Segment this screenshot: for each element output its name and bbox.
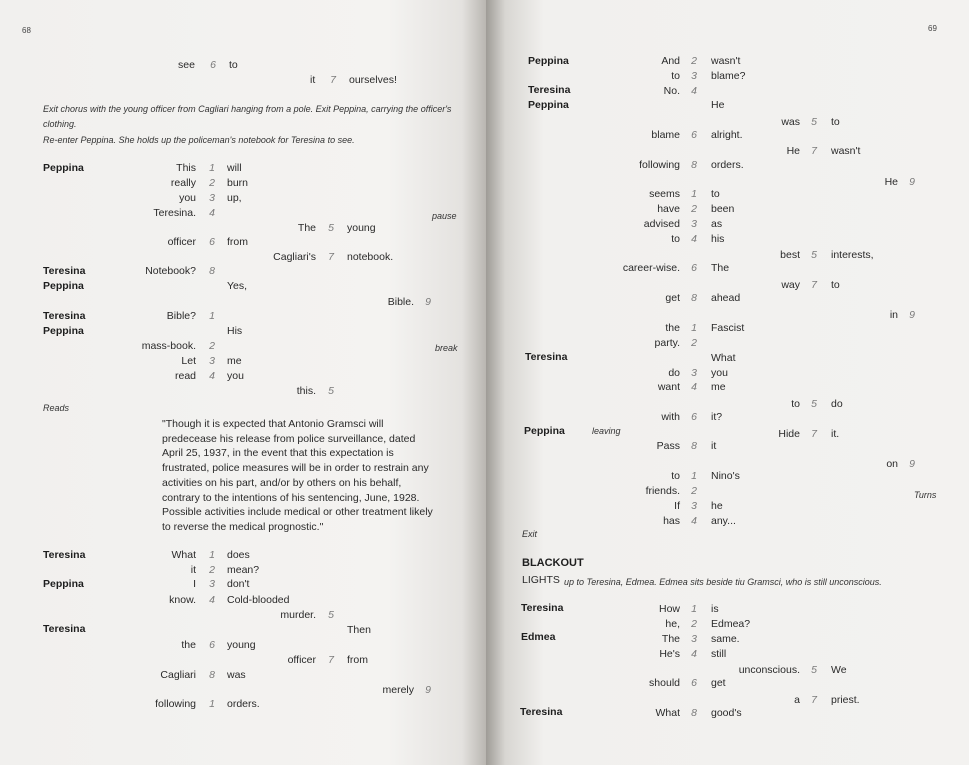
word: want [657, 381, 680, 393]
lights-cue: LIGHTS [522, 574, 560, 586]
word: should [649, 677, 680, 689]
line-number: 4 [691, 648, 697, 660]
word: does [227, 549, 250, 561]
line-number: 8 [691, 440, 697, 452]
word: to [711, 188, 720, 200]
word: friends. [645, 485, 680, 497]
word: young [227, 639, 256, 651]
line-number: 1 [691, 188, 697, 200]
word: been [711, 203, 735, 215]
stage-direction: Exit chorus with the young officer from Cagliari hanging from a pole. Exit Peppina, carrying the officer's [43, 104, 452, 114]
word: Bible? [166, 310, 196, 322]
line-number: 1 [209, 310, 215, 322]
line-number: 2 [691, 337, 697, 349]
word: way [781, 279, 800, 291]
word: really [170, 177, 196, 189]
word: don't [227, 578, 250, 590]
word: it? [711, 411, 723, 423]
word: ourselves! [349, 74, 397, 86]
word: murder. [280, 609, 316, 621]
word: And [661, 55, 680, 67]
word: it [711, 440, 717, 452]
word: this. [296, 385, 316, 397]
word: in [889, 309, 898, 321]
line-number: 2 [691, 203, 697, 215]
word: career-wise. [622, 262, 680, 274]
stage-direction: Exit [522, 529, 538, 539]
word: following [639, 159, 680, 171]
line-number: 1 [209, 698, 215, 710]
line-number: 7 [330, 74, 336, 86]
word: to [791, 398, 800, 410]
line-number: 8 [209, 265, 215, 277]
word: from [347, 654, 368, 666]
line-number: 6 [209, 639, 215, 651]
speaker-name: Peppina [528, 99, 569, 111]
line-number: 3 [209, 355, 215, 367]
word: ahead [711, 292, 741, 304]
speaker-name: Peppina [43, 162, 84, 174]
word: seems [649, 188, 680, 200]
word: do [831, 398, 843, 410]
line-number: 2 [691, 55, 697, 67]
line-number: 4 [209, 207, 215, 219]
word: blame [651, 129, 680, 141]
word: Then [347, 624, 371, 636]
line-number: 6 [691, 411, 697, 423]
word: his [711, 233, 725, 245]
word: the [181, 639, 196, 651]
word: If [674, 500, 680, 512]
word: young [347, 222, 376, 234]
word: see [178, 59, 195, 71]
word: still [711, 648, 727, 660]
word: was [227, 669, 246, 681]
line-number: 3 [209, 192, 215, 204]
stage-direction: pause [432, 211, 457, 221]
line-number: 1 [691, 603, 697, 615]
word: wasn't [831, 145, 861, 157]
word: He [711, 99, 725, 111]
word: Hide [778, 428, 800, 440]
word: me [711, 381, 726, 393]
line-number: 9 [425, 296, 431, 308]
line-number: 6 [691, 677, 697, 689]
word: blame? [711, 70, 746, 82]
word: advised [643, 218, 680, 230]
word: following [155, 698, 196, 710]
line-number: 3 [691, 367, 697, 379]
word: to [831, 279, 840, 291]
word: best [780, 249, 800, 261]
word: to [671, 233, 680, 245]
word: I [193, 578, 196, 590]
word: Bible. [387, 296, 414, 308]
speaker-name: Teresina [521, 602, 564, 614]
line-number: 7 [328, 251, 334, 263]
quoted-notebook-text: "Though it is expected that Antonio Gramsci will predecease his release from police surveillance, dated April 25, 1937, in the event that this expectation is frustrated, police measures will be in order to restrain any activities on his part, and/or by others on his behalf, contrary to the intentions of his sentencing, June, 1928. Possible activities include medical or other treatment likely to reverse the medical prognostic." [162, 418, 433, 533]
word: This [176, 162, 196, 174]
word: What [171, 549, 196, 561]
word: His [227, 325, 243, 337]
word: was [781, 116, 800, 128]
line-number: 5 [811, 664, 817, 676]
line-number: 3 [209, 578, 215, 590]
line-number: 5 [811, 398, 817, 410]
line-number: 4 [209, 370, 215, 382]
stage-direction: Reads [43, 403, 70, 413]
speaker-name: Teresina [520, 706, 563, 718]
word: He [884, 176, 898, 188]
word: priest. [831, 694, 860, 706]
word: burn [227, 177, 249, 189]
word: it [190, 564, 196, 576]
word: to [671, 70, 680, 82]
line-number: 3 [691, 500, 697, 512]
word: The [297, 222, 316, 234]
line-number: 4 [691, 381, 697, 393]
word: He [786, 145, 800, 157]
line-number: 9 [425, 684, 431, 696]
line-number: 2 [209, 340, 215, 352]
speaker-name: Peppina [528, 55, 569, 67]
line-number: 4 [691, 85, 697, 97]
word: mass-book. [141, 340, 196, 352]
word: with [661, 411, 680, 423]
line-number: 8 [691, 159, 697, 171]
word: it [310, 74, 316, 86]
stage-direction: up to Teresina, Edmea. Edmea sits beside tiu Gramsci, who is still unconscious. [564, 577, 882, 587]
line-number: 2 [209, 177, 215, 189]
word: has [663, 515, 680, 527]
speaker-name: Peppina [43, 325, 84, 337]
word: know. [169, 594, 196, 606]
line-number: 1 [691, 470, 697, 482]
word: you [179, 192, 196, 204]
word: to [831, 116, 840, 128]
word: have [657, 203, 680, 215]
line-number: 1 [691, 322, 697, 334]
line-number: 6 [210, 59, 216, 71]
line-number: 9 [909, 176, 915, 188]
word: a [794, 694, 800, 706]
speaker-name: Teresina [43, 310, 86, 322]
word: read [174, 370, 196, 382]
word: you [711, 367, 728, 379]
word: he [711, 500, 723, 512]
line-number: 1 [209, 162, 215, 174]
line-number: 4 [209, 594, 215, 606]
word: Yes, [227, 280, 248, 292]
word: Pass [656, 440, 680, 452]
word: officer [287, 654, 316, 666]
word: any... [711, 515, 736, 527]
line-number: 4 [691, 515, 697, 527]
line-number: 3 [691, 70, 697, 82]
line-number: 4 [691, 233, 697, 245]
word: The [711, 262, 730, 274]
line-number: 5 [328, 222, 334, 234]
line-number: 2 [691, 618, 697, 630]
word: He's [659, 648, 680, 660]
word: party. [654, 337, 680, 349]
word: on [886, 458, 898, 470]
word: merely [382, 684, 414, 696]
line-number: 2 [209, 564, 215, 576]
line-number: 7 [811, 428, 817, 440]
word: get [665, 292, 680, 304]
word: same. [711, 633, 740, 645]
word: notebook. [347, 251, 394, 263]
line-number: 7 [328, 654, 334, 666]
word: The [661, 633, 680, 645]
word: up, [227, 192, 242, 204]
speaker-name: Teresina [43, 549, 86, 561]
line-number: 8 [691, 707, 697, 719]
line-number: 6 [691, 129, 697, 141]
word: interests, [831, 249, 874, 261]
word: We [831, 664, 847, 676]
word: to [671, 470, 680, 482]
speaker-name: Teresina [528, 84, 571, 96]
word: What [655, 707, 680, 719]
word: Cagliari's [273, 251, 316, 263]
word: it. [831, 428, 840, 440]
word: Notebook? [145, 265, 196, 277]
word: orders. [711, 159, 744, 171]
stage-direction: break [435, 343, 458, 353]
speaker-name: Peppina [43, 280, 84, 292]
word: Cold-blooded [227, 594, 290, 606]
blackout-heading: BLACKOUT [522, 557, 584, 569]
line-number: 6 [209, 236, 215, 248]
line-number: 5 [328, 385, 334, 397]
word: get [711, 677, 726, 689]
word: What [711, 352, 736, 364]
word: How [658, 603, 680, 615]
word: me [227, 355, 242, 367]
line-number: 5 [811, 116, 817, 128]
word: Fascist [711, 322, 745, 334]
word: Teresina. [153, 207, 196, 219]
line-number: 2 [691, 485, 697, 497]
word: Edmea? [711, 618, 751, 630]
stage-direction: Turns [914, 490, 937, 500]
speaker-name: Peppina [43, 578, 84, 590]
word: orders. [227, 698, 260, 710]
word: is [711, 603, 719, 615]
line-number: 6 [691, 262, 697, 274]
stage-direction: leaving [592, 426, 621, 436]
line-number: 7 [811, 694, 817, 706]
line-number: 9 [909, 458, 915, 470]
word: Cagliari [160, 669, 196, 681]
page-number-left: 68 [22, 26, 31, 35]
word: as [711, 218, 723, 230]
line-number: 3 [691, 633, 697, 645]
line-number: 5 [811, 249, 817, 261]
word: No. [663, 85, 680, 97]
line-number: 3 [691, 218, 697, 230]
word: the [665, 322, 680, 334]
word: Nino's [711, 470, 740, 482]
line-number: 7 [811, 279, 817, 291]
word: you [227, 370, 244, 382]
line-number: 1 [209, 549, 215, 561]
speaker-name: Teresina [43, 265, 86, 277]
line-number: 7 [811, 145, 817, 157]
stage-direction: Re-enter Peppina. She holds up the policeman's notebook for Teresina to see. [43, 135, 355, 145]
word: alright. [711, 129, 743, 141]
word: do [668, 367, 680, 379]
word: to [229, 59, 238, 71]
speaker-name: Edmea [521, 631, 556, 643]
word: unconscious. [738, 664, 800, 676]
word: officer [167, 236, 196, 248]
speaker-name: Peppina [524, 425, 565, 437]
word: good's [711, 707, 742, 719]
right-page [486, 0, 969, 765]
word: mean? [227, 564, 260, 576]
stage-direction: clothing. [43, 119, 77, 129]
line-number: 8 [209, 669, 215, 681]
word: he, [665, 618, 680, 630]
word: from [227, 236, 248, 248]
word: will [227, 162, 242, 174]
speaker-name: Teresina [43, 623, 86, 635]
line-number: 8 [691, 292, 697, 304]
word: Let [181, 355, 196, 367]
word: wasn't [711, 55, 741, 67]
page-number-right: 69 [928, 24, 937, 33]
speaker-name: Teresina [525, 351, 568, 363]
line-number: 9 [909, 309, 915, 321]
line-number: 5 [328, 609, 334, 621]
